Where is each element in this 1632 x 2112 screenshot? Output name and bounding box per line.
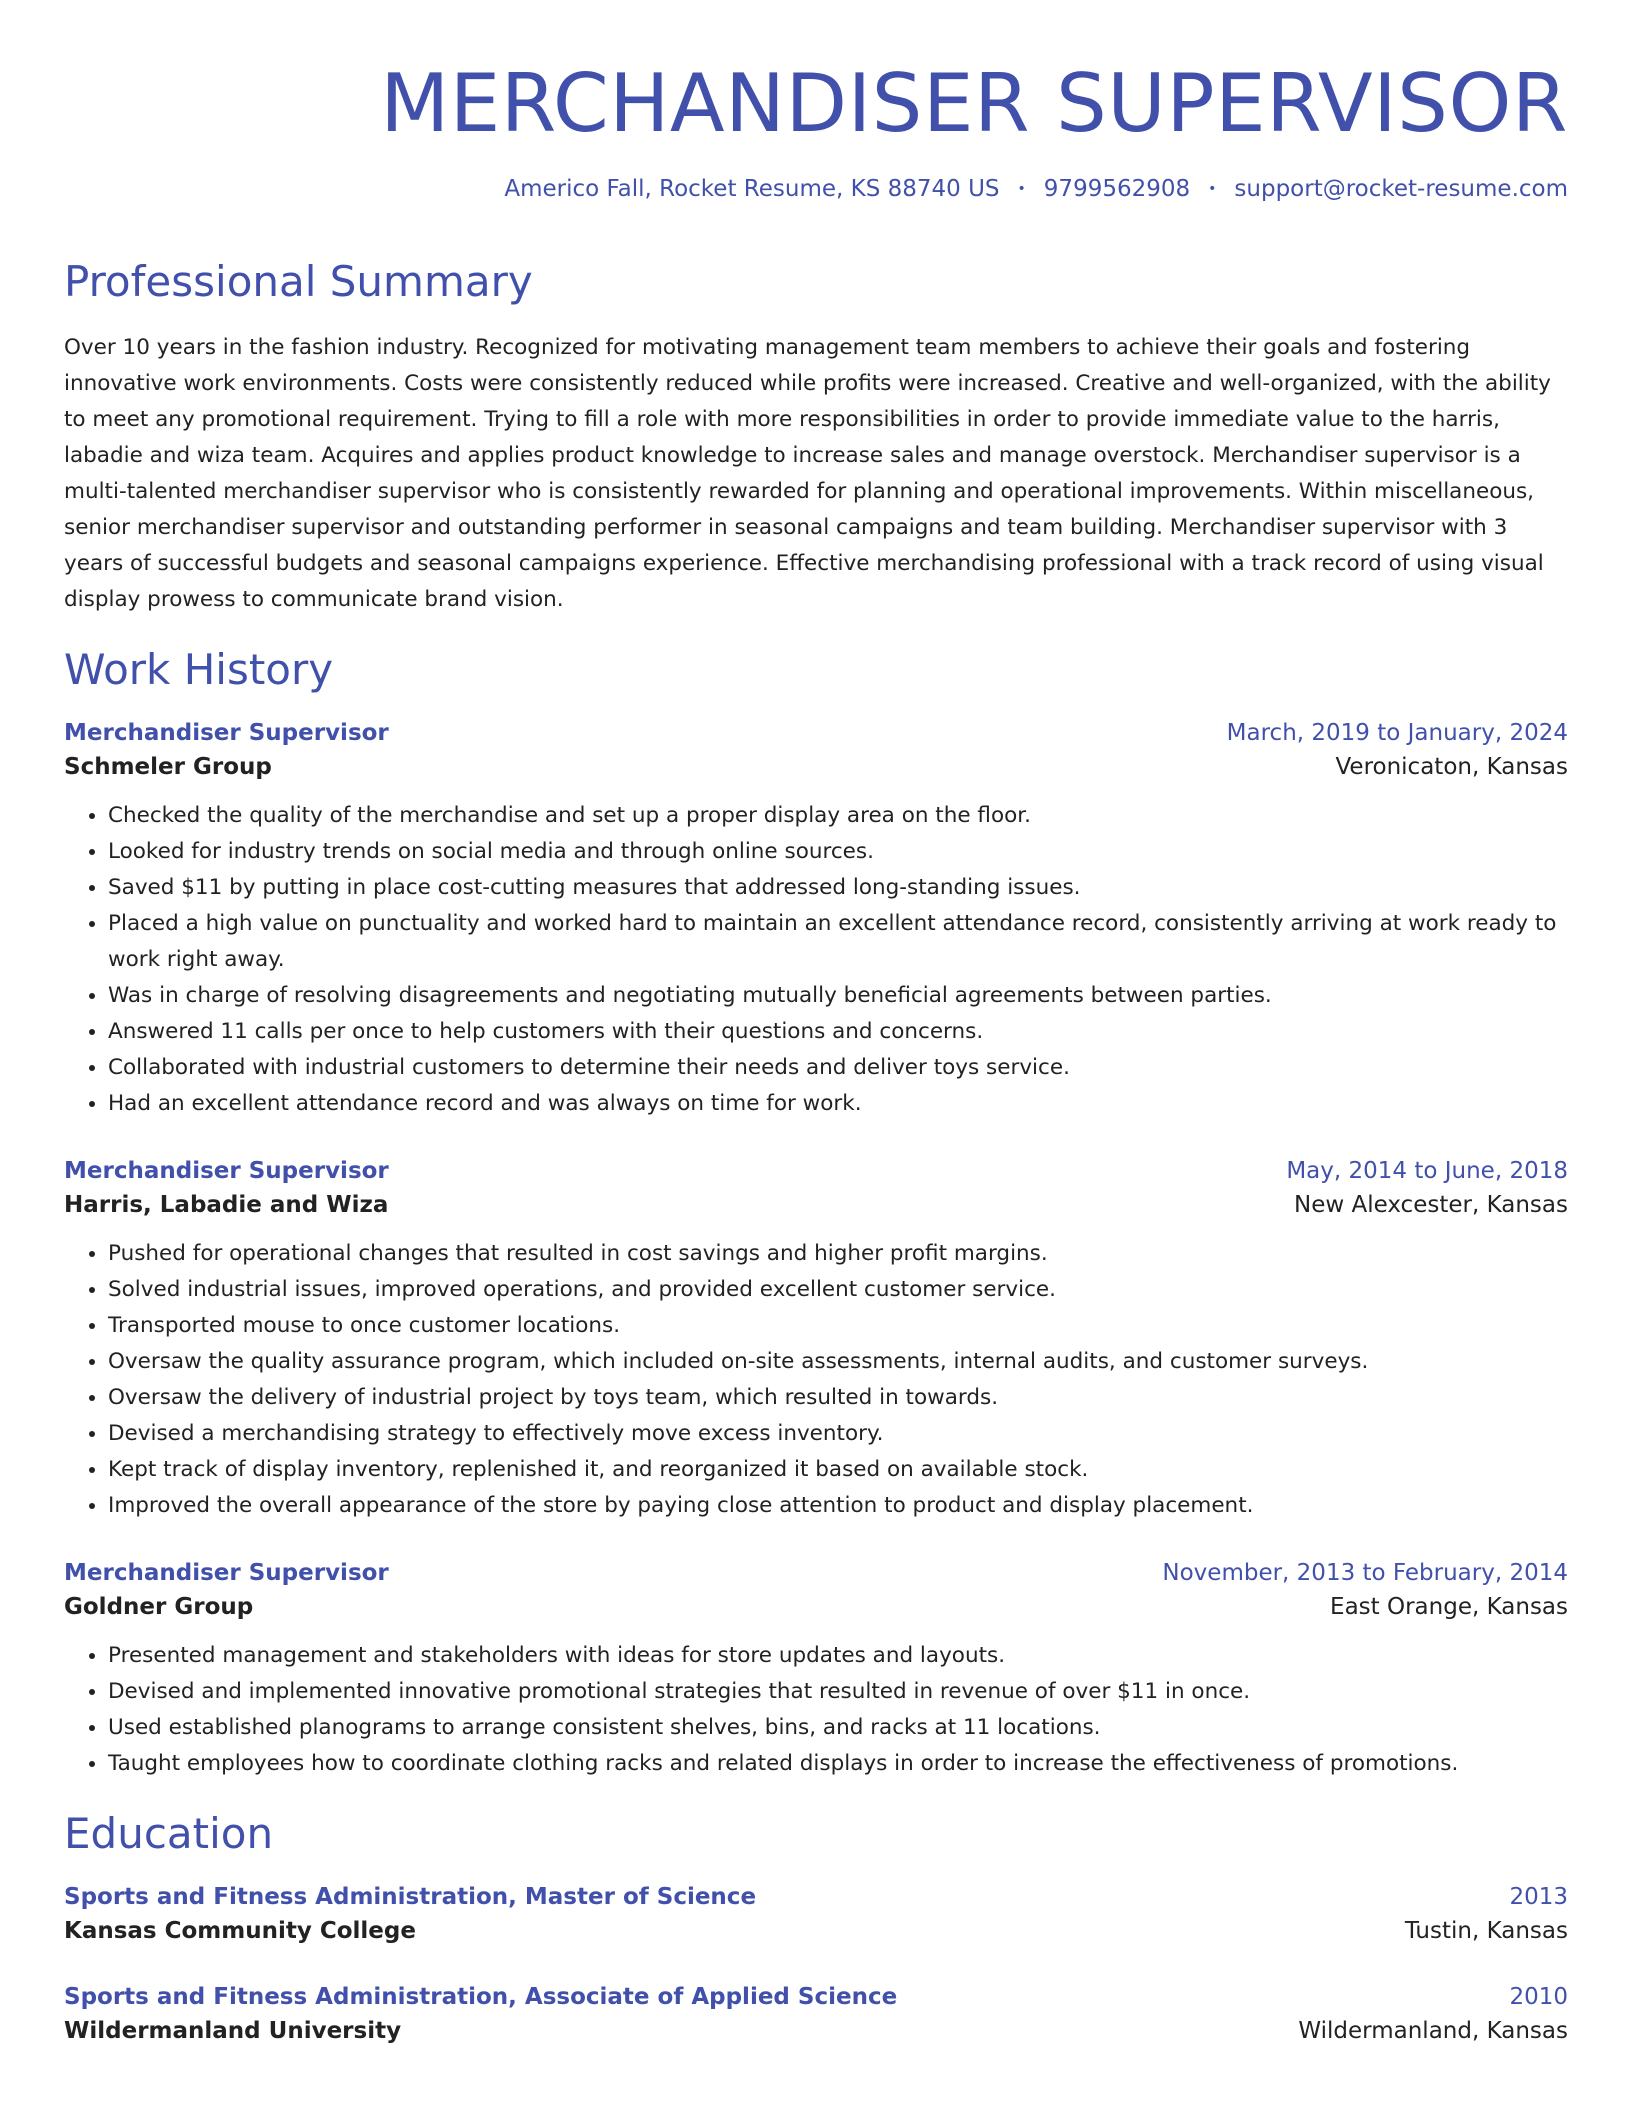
education-location: Wildermanland, Kansas bbox=[1298, 2018, 1568, 2044]
list-item: • Presented management and stakeholders with ideas for store updates and layouts. bbox=[108, 1638, 1568, 1674]
job-location: Veronicaton, Kansas bbox=[1335, 754, 1568, 780]
list-item: • Taught employees how to coordinate clothing racks and related displays in order to increase the effectiveness of promotions. bbox=[108, 1746, 1568, 1782]
list-item: • Was in charge of resolving disagreements and negotiating mutually beneficial agreements between parties. bbox=[108, 978, 1568, 1014]
contact-email: support@rocket-resume.com bbox=[1234, 176, 1568, 202]
job-company: Harris, Labadie and Wiza bbox=[64, 1192, 389, 1218]
education-entry bbox=[64, 1884, 1568, 1944]
education-heading: Education bbox=[64, 1809, 274, 1858]
job-bullets bbox=[64, 1236, 1568, 1524]
education-year: 2010 bbox=[1509, 1984, 1568, 2010]
job-header-row bbox=[64, 1158, 1568, 1184]
education-school: Wildermanland University bbox=[64, 2018, 402, 2044]
contact-separator: • bbox=[1017, 181, 1026, 197]
job-dates: November, 2013 to February, 2014 bbox=[1162, 1560, 1568, 1586]
education-school-row bbox=[64, 2018, 1568, 2044]
list-item: • Saved $11 by putting in place cost-cutting measures that addressed long-standing issues. bbox=[108, 870, 1568, 906]
job-bullets bbox=[64, 798, 1568, 1122]
contact-separator: • bbox=[1208, 181, 1217, 197]
job-dates: March, 2019 to January, 2024 bbox=[1226, 720, 1568, 746]
list-item: • Oversaw the quality assurance program, which included on-site assessments, internal audits, and customer surveys. bbox=[108, 1344, 1568, 1380]
contact-line bbox=[64, 176, 1568, 202]
job-header-row bbox=[64, 720, 1568, 746]
job-title: Merchandiser Supervisor bbox=[64, 720, 389, 746]
list-item: • Looked for industry trends on social media and through online sources. bbox=[108, 834, 1568, 870]
work-history-heading: Work History bbox=[64, 645, 334, 694]
job-title: Merchandiser Supervisor bbox=[64, 1560, 389, 1586]
contact-address: Americo Fall, Rocket Resume, KS 88740 US bbox=[504, 176, 1000, 202]
list-item: • Had an excellent attendance record and was always on time for work. bbox=[108, 1086, 1568, 1122]
job-entry bbox=[64, 1560, 1568, 1782]
job-dates: May, 2014 to June, 2018 bbox=[1286, 1158, 1568, 1184]
job-entry bbox=[64, 720, 1568, 1122]
job-company-row bbox=[64, 1192, 1568, 1218]
job-title: Merchandiser Supervisor bbox=[64, 1158, 389, 1184]
education-header-row bbox=[64, 1984, 1568, 2010]
education-school-row bbox=[64, 1918, 1568, 1944]
job-company-row bbox=[64, 1594, 1568, 1620]
list-item: • Devised and implemented innovative promotional strategies that resulted in revenue of over $11 in once. bbox=[108, 1674, 1568, 1710]
list-item: • Kept track of display inventory, replenished it, and reorganized it based on available stock. bbox=[108, 1452, 1568, 1488]
job-bullets bbox=[64, 1638, 1568, 1782]
education-degree: Sports and Fitness Administration, Master of Science bbox=[64, 1884, 757, 1910]
summary-text: Over 10 years in the fashion industry. Recognized for motivating management team members to achieve their goals and fostering innovative work environments. Costs were consistently reduced while profits were increased. Creative and well-organized, with the ability to meet any promotional requirement. Trying to fill a role with more responsibilities in order to provide immediate value to the harris, labadie and wiza team. Acquires and applies product knowledge to increase sales and manage overstock. Merchandiser supervisor is a multi-talented merchandiser supervisor who is consistently rewarded for planning and operational improvements. Within miscellaneous, senior merchandiser supervisor and outstanding performer in seasonal campaigns and team building. Merchandiser supervisor with 3 years of successful budgets and seasonal campaigns experience. Effective merchandising professional with a track record of using visual display prowess to communicate brand vision. bbox=[64, 335, 1551, 612]
education-year: 2013 bbox=[1509, 1884, 1568, 1910]
job-entry bbox=[64, 1158, 1568, 1524]
education-school: Kansas Community College bbox=[64, 1918, 416, 1944]
list-item: • Oversaw the delivery of industrial project by toys team, which resulted in towards. bbox=[108, 1380, 1568, 1416]
list-item: • Pushed for operational changes that resulted in cost savings and higher profit margins. bbox=[108, 1236, 1568, 1272]
list-item: • Checked the quality of the merchandise and set up a proper display area on the floor. bbox=[108, 798, 1568, 834]
list-item: • Solved industrial issues, improved operations, and provided excellent customer service. bbox=[108, 1272, 1568, 1308]
list-item: • Used established planograms to arrange consistent shelves, bins, and racks at 11 locations. bbox=[108, 1710, 1568, 1746]
resume-title: MERCHANDISER SUPERVISOR bbox=[380, 57, 1568, 150]
job-company: Goldner Group bbox=[64, 1594, 254, 1620]
list-item: • Improved the overall appearance of the store by paying close attention to product and display placement. bbox=[108, 1488, 1568, 1524]
job-location: New Alexcester, Kansas bbox=[1294, 1192, 1568, 1218]
education-location: Tustin, Kansas bbox=[1404, 1918, 1568, 1944]
education-entry bbox=[64, 1984, 1568, 2044]
job-header-row bbox=[64, 1560, 1568, 1586]
education-header-row bbox=[64, 1884, 1568, 1910]
job-location: East Orange, Kansas bbox=[1330, 1594, 1568, 1620]
job-company: Schmeler Group bbox=[64, 754, 272, 780]
summary-heading: Professional Summary bbox=[64, 257, 533, 306]
contact-phone: 9799562908 bbox=[1043, 176, 1191, 202]
list-item: • Answered 11 calls per once to help customers with their questions and concerns. bbox=[108, 1014, 1568, 1050]
list-item: • Devised a merchandising strategy to effectively move excess inventory. bbox=[108, 1416, 1568, 1452]
job-company-row bbox=[64, 754, 1568, 780]
list-item: • Transported mouse to once customer locations. bbox=[108, 1308, 1568, 1344]
list-item: • Collaborated with industrial customers to determine their needs and deliver toys service. bbox=[108, 1050, 1568, 1086]
list-item: • Placed a high value on punctuality and worked hard to maintain an excellent attendance record, consistently arriving at work ready to work right away. bbox=[108, 906, 1568, 978]
education-degree: Sports and Fitness Administration, Associate of Applied Science bbox=[64, 1984, 898, 2010]
